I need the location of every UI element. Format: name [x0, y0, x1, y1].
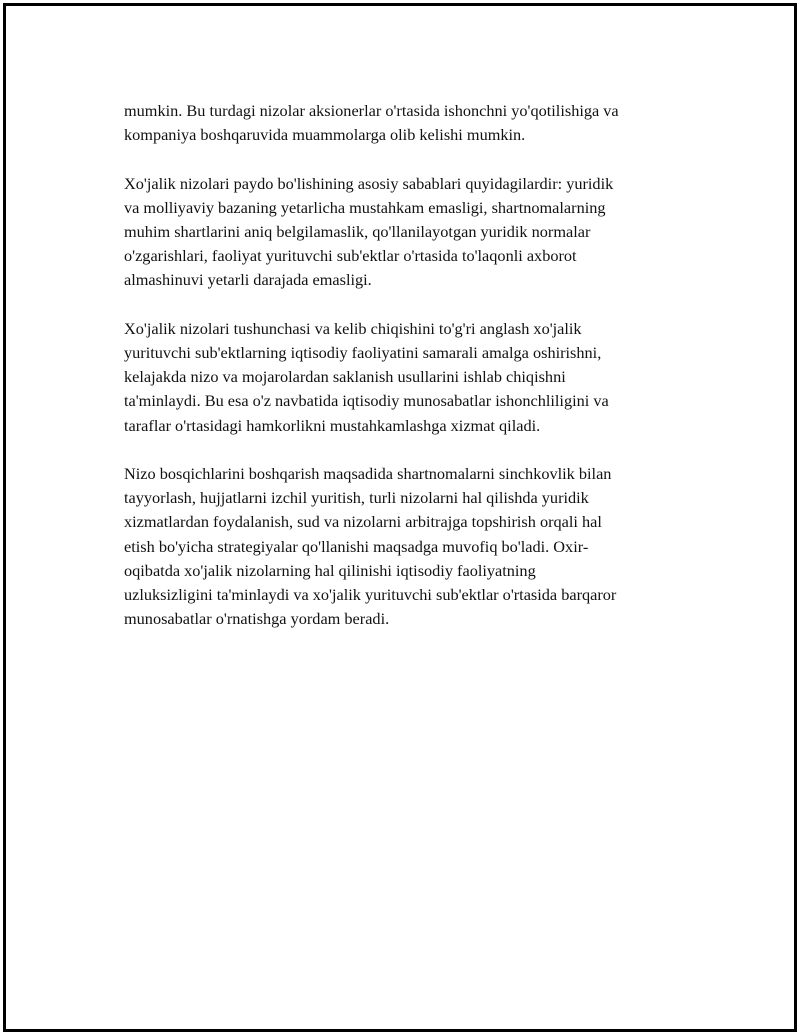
document-body — [124, 99, 690, 656]
paragraph-dispute-management: Nizo bosqichlarini boshqarish maqsadida shartnomalarni sinchkovlik bilan tayyorlash, hujjatlarni izchil yuritish, turli nizolarni hal qilishda yuridik xizmatlardan foydalanish, sud va nizolarni arbitrajga topshirish orqali hal etish bo'yicha strategiyalar qo'llanishi maqsadga muvofiq bo'ladi. Oxir- oqibatda xo'jalik nizolarning hal qilinishi iqtisodiy faoliyatning uzluksizligini ta'minlaydi va xo'jalik yurituvchi sub'ektlar o'rtasida barqaror munosabatlar o'rnatishga yordam beradi. — [124, 464, 617, 629]
paragraph-dispute-understanding: Xo'jalik nizolari tushunchasi va kelib chiqishini to'g'ri anglash xo'jalik yurituvchi sub'ektlarning iqtisodiy faoliyatini samarali amalga oshirishni, kelajakda nizo va mojarolardan saklanish usullarini ishlab chiqishni ta'minlaydi. Bu esa o'z navbatida iqtisodiy munosabatlar ishonchliligini va taraflar o'rtasidagi hamkorlikni mustahkamlashga xizmat qiladi. — [124, 318, 609, 435]
paragraph-continuation: mumkin. Bu turdagi nizolar aksionerlar o'rtasida ishonchni yo'qotilishiga va kompaniya boshqaruvida muammolarga olib kelishi mumkin. — [124, 101, 619, 145]
paragraph-dispute-causes: Xo'jalik nizolari paydo bo'lishining asosiy sabablari quyidagilardir: yuridik va molliyaviy bazaning yetarlicha mustahkam emasligi, shartnomalarning muhim shartlarini aniq belgilamaslik, qo'llanilayotgan yuridik normalar o'zgarishlari, faoliyat yurituvchi sub'ektlar o'rtasida to'laqonli axborot almashinuvi yetarli darajada emasligi. — [124, 173, 614, 290]
page-frame — [3, 3, 797, 1032]
